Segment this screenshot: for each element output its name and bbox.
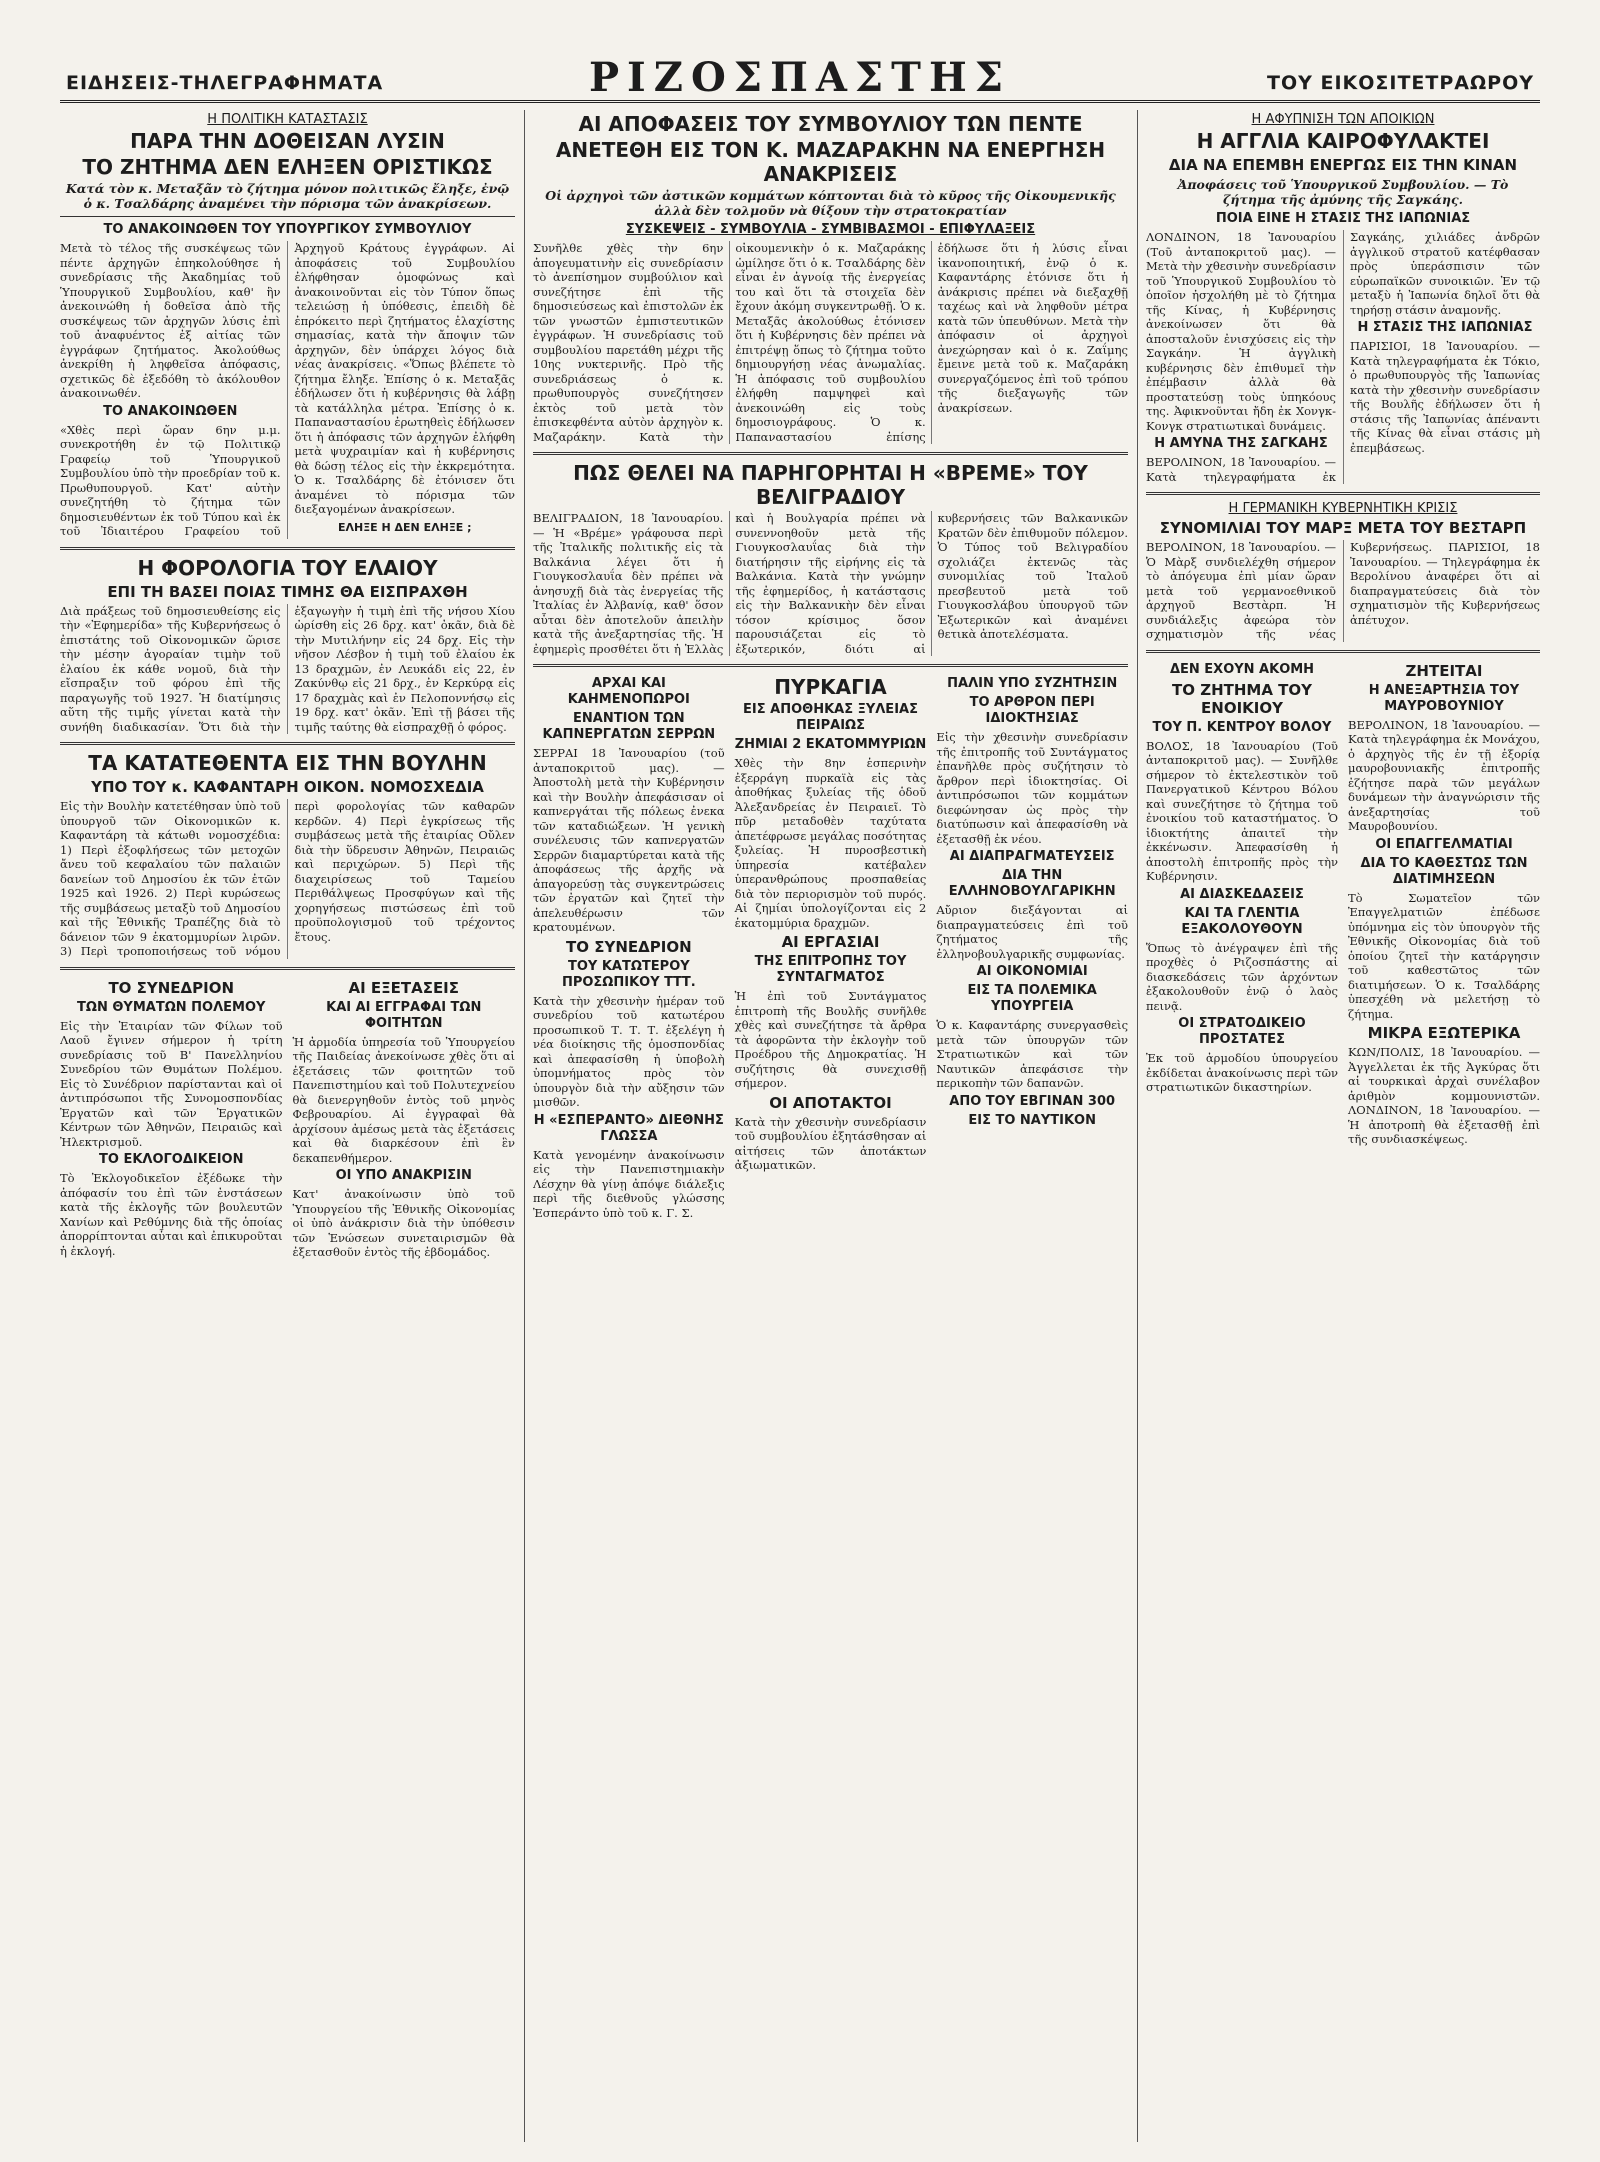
article-headline-secondary: ΔΙΑ ΝΑ ΕΠΕΜΒΗ ΕΝΕΡΓΩΣ ΕΙΣ ΤΗΝ ΚΙΝΑΝ — [1168, 156, 1518, 174]
newspaper-title: ΡΙΖΟΣΠΑΣΤΗΣ — [588, 54, 1012, 101]
article-body — [1146, 230, 1540, 484]
article-headline-secondary: ΕΝΑΝΤΙΟΝ ΤΩΝ ΚΑΠΝΕΡΓΑΤΩΝ ΣΕΡΡΩΝ — [542, 711, 716, 742]
article-subhead: ΑΙ ΕΡΓΑΣΙΑΙ — [781, 933, 880, 951]
article-headline-secondary: Η ΑΝΕΞΑΡΤΗΣΙΑ ΤΟΥ ΜΑΥΡΟΒΟΥΝΙΟΥ — [1368, 682, 1520, 714]
article-body: Εἰς τὴν χθεσινὴν συνεδρίασιν τῆς ἐπιτροπῆς τοῦ Συντάγματος ἐπανῆλθε πρὸς συζήτησιν τὸ ἄρθρον περὶ ἰδιοκτησίας. Οἱ ἀντιπρόσωποι τῶν κομμάτων διεφώνησαν ὡς πρὸς τὴν διατύπωσιν καὶ ἀπεφασίσθη νὰ ἐξετασθῇ ἐκ νέου. — [936, 730, 1128, 846]
article-body — [60, 241, 515, 539]
article-headline-secondary: ΚΑΙ ΑΙ ΕΓΓΡΑΦΑΙ ΤΩΝ ΦΟΙΤΗΤΩΝ — [326, 999, 482, 1031]
column-left — [60, 110, 515, 2142]
article-headline: Η ΑΓΓΛΙΑ ΚΑΙΡΟΦΥΛΑΚΤΕΙ — [1196, 129, 1490, 153]
article-headline: ΑΙ ΑΠΟΦΑΣΕΙΣ ΤΟΥ ΣΥΜΒΟΥΛΙΟΥ ΤΩΝ ΠΕΝΤΕ — [578, 112, 1083, 136]
column-rule — [1137, 110, 1138, 2142]
article-montenegro — [1348, 659, 1540, 1147]
article-subhead: ΤΟ ΑΝΑΚΟΙΝΩΘΕΝ — [103, 403, 238, 419]
article-headline: ΠΑΡΑ ΤΗΝ ΔΟΘΕΙΣΑΝ ΛΥΣΙΝ — [130, 129, 445, 153]
article-tobacco-workers — [533, 673, 725, 1220]
article-subhead: ΟΙ ΥΠΟ ΑΝΑΚΡΙΣΙΝ — [335, 1168, 472, 1183]
article-subhead: ΟΙ ΕΠΑΓΓΕΛΜΑΤΙΑΙ — [1375, 836, 1513, 852]
article-deck: Ἀποφάσεις τοῦ Ὑπουργικοῦ Συμβουλίου. — Τὸ ζήτημα τῆς ἀμύνης τῆς Σαγκάης. — [1177, 177, 1509, 207]
article-body: ΒΕΛΙΓΡΑΔΙΟΝ, 18 Ἰανουαρίου. — Ἡ «Βρέμε» γράφουσα περὶ τῆς Ἰταλικῆς πολιτικῆς εἰς τὰ Βαλκάνια λέγει ὅτι ἡ Γιουγκοσλαυΐα δὲν πρέπει νὰ ἀνησυχῇ διὰ τὰς ἐνεργείας τῆς Ἰταλίας ἐν Ἀλβανίᾳ, καθ' ὅσον αὗται δὲν ἀποτελοῦν ἀπειλὴν κατὰ τῆς ἀνεξαρτησίας τῆς. Ἡ ἐφημερὶς προσθέτει ὅτι ἡ Ἑλλὰς καὶ ἡ Βουλγαρία πρέπει νὰ συνεννοηθοῦν μετὰ τῆς Γιουγκοσλαυΐας διὰ τὴν διατήρησιν τῆς εἰρήνης εἰς τὰ Βαλκάνια. Κατὰ τὴν γνώμην τῆς ἐφημερίδος, ἡ κατάστασις εἰς τὴν Βαλκανικὴν δὲν εἶναι τόσον κρίσιμος ὅσον παρουσιάζεται εἰς τὸ ἐξωτερικόν, διότι αἱ κυβερνήσεις τῶν Βαλκανικῶν Κρατῶν δὲν ἐπιθυμοῦν πόλεμον. Ὁ Τύπος τοῦ Βελιγραδίου σχολιάζει ἐκτενῶς τὰς συνομιλίας τοῦ Ἰταλοῦ πρεσβευτοῦ μετὰ τοῦ Γιουγκοσλάβου ὑπουργοῦ τῶν Ἐξωτερικῶν καὶ ἀναμένει θετικὰ ἀποτελέσματα. — [533, 511, 1128, 656]
article-england-china — [1146, 112, 1540, 484]
divider — [60, 216, 515, 217]
article-headline-secondary: ΥΠΟ ΤΟΥ κ. ΚΑΦΑΝΤΑΡΗ ΟΙΚΟΝ. ΝΟΜΟΣΧΕΔΙΑ — [91, 778, 484, 796]
article-subhead: ΑΙ ΔΙΑΣΚΕΔΑΣΕΙΣ — [1180, 886, 1304, 902]
article-body: Συνῆλθε χθὲς τὴν 6ην ἀπογευματινὴν εἰς συνεδρίασιν τὸ ἀνεπίσημον συμβούλιον καὶ συνεζήτησε ἐπὶ τῆς δημοσιεύσεως καὶ ἐπιστολῶν ἐκ τῶν γνωστῶν ἐμπιστευτικῶν ἐγγράφων. Ἡ συνεδρίασις τοῦ συμβουλίου παρετάθη μέχρι τῆς 10ης νυκτερινῆς. Πρὸ τῆς συνεδριάσεως ὁ κ. πρωθυπουργὸς συνεζήτησεν ἐκτὸς τοῦ μετὰ τὸν ἐπισκεφθέντα αὐτὸν ἀρχηγὸν κ. Μαζαράκην. Κατὰ τὴν οἰκουμενικὴν ὁ κ. Μαζαράκης ὡμίλησε ὅτι ὁ κ. Τσαλδάρης δὲν εἶναι ἐν ἀγνοίᾳ τῆς ἐνεργείας του καὶ ὅτι τὰ στοιχεῖα δὲν ἔχουν ἀκόμη συγκεντρωθῇ. Ὁ κ. Μεταξᾶς ἀκολούθως ἐτόνισεν ὅτι ἡ Κυβέρνησις δὲν πρέπει νὰ ἐπιτρέψῃ ὅπως τὸ ζήτημα τοῦτο δημιουργήσῃ νέας ἀνωμαλίας. Ἡ ἀπόφασις τοῦ συμβουλίου ἐλήφθη παμψηφεὶ καὶ ἀνεκοινώθη εἰς τοὺς δημοσιογράφους. Ὁ κ. Παπαναστασίου ἐπίσης ἐδήλωσε ὅτι ἡ λύσις εἶναι ἱκανοποιητική, ἐνῷ ὁ κ. Καφαντάρης ἐτόνισε ὅτι ἡ ἀνάκρισις πρέπει νὰ διεξαχθῇ ταχέως καὶ νὰ ληφθοῦν μέτρα κατὰ τῶν ὑπευθύνων. Μετὰ τὴν ἀπόφασιν οἱ ἀρχηγοὶ ἀνεχώρησαν καὶ ὁ κ. Ζαΐμης ἔμεινε μετὰ τοῦ κ. Μαζαράκη συνεργαζόμενος ἐπὶ τοῦ τρόπου τῆς διεξαγωγῆς τῶν ἀνακρίσεων. — [533, 241, 1128, 444]
article-subhead: ΠΟΙΑ ΕΙΝΕ Η ΣΤΑΣΙΣ ΤΗΣ ΙΑΠΩΝΙΑΣ — [1215, 211, 1471, 226]
article-subhead: ΤΟ ΕΚΛΟΓΟΔΙΚΕΙΟΝ — [99, 1152, 244, 1167]
article-kicker: ΔΕΝ ΕΧΟΥΝ ΑΚΟΜΗ — [1169, 661, 1315, 677]
article-headline: ΠΥΡΚΑΓΙΑ — [774, 675, 887, 699]
article-headline: ΑΡΧΑΙ ΚΑΙ ΚΑΗΜΕΝΟΠΩΡΟΙ — [567, 676, 690, 707]
article-subhead: ΕΙΣ ΤΟ ΝΑΥΤΙΚΟΝ — [968, 1112, 1096, 1128]
article-headline: ΤΑ ΚΑΤΑΤΕΘΕΝΤΑ ΕΙΣ ΤΗΝ ΒΟΥΛΗΝ — [88, 751, 487, 775]
article-bills-parliament — [60, 751, 515, 959]
article-council-decisions — [533, 112, 1128, 444]
article-body: Κατὰ γενομένην ἀνακοίνωσιν εἰς τὴν Πανεπιστημιακὴν Λέσχην θὰ γίνῃ ἀπόψε διάλεξις περὶ τῆς διεθνοῦς γλώσσης Ἐσπεράντο ὑπὸ τοῦ κ. Γ. Σ. — [533, 1147, 725, 1220]
article-body: Εἰς τὴν Βουλὴν κατετέθησαν ὑπὸ τοῦ ὑπουργοῦ τῶν Οἰκονομικῶν κ. Καφαντάρη τὰ κάτωθι νομοσχέδια: 1) Περὶ ἐξοφλήσεως τῶν μετοχῶν ἄνευ τοῦ κεφαλαίου τῶν παλαιῶν δανείων τοῦ Δημοσίου ἐκ τῶν ἐτῶν 1925 καὶ 1926. 2) Περὶ κυρώσεως τῆς συμβάσεως μεταξὺ τοῦ Δημοσίου καὶ τῆς Ἐθνικῆς Τραπέζης διὰ τὸ δάνειον τῶν 9 ἑκατομμυρίων λιρῶν. 3) Περὶ τροποποιήσεως τοῦ νόμου περὶ φορολογίας τῶν καθαρῶν κερδῶν. 4) Περὶ ἐγκρίσεως τῆς συμβάσεως μετὰ τῆς ἑταιρίας Οὔλεν διὰ τὴν ὕδρευσιν Ἀθηνῶν, Πειραιῶς καὶ περιχώρων. 5) Περὶ τῆς διαχειρίσεως τοῦ Ταμείου Περιθάλψεως Προσφύγων καὶ τῆς χορηγήσεως πιστώσεως ἐπὶ τοῦ προϋπολογισμοῦ τοῦ τρέχοντος ἔτους. — [60, 799, 515, 958]
article-subhead: ΔΙΑ ΤΗΝ ΕΛΛΗΝΟΒΟΥΛΓΑΡΙΚΗΝ — [948, 868, 1116, 899]
article-body: ΚΩΝ/ΠΟΛΙΣ, 18 Ἰανουαρίου. — Ἀγγελλεται ἐκ τῆς Ἀγκύρας ὅτι αἱ τουρκικαὶ ἀρχαὶ συνέλαβον ἀριθμὸν κομμουνιστῶν. ΛΟΝΔΙΝΟΝ, 18 Ἰανουαρίου. — Ἡ ἀποτροπὴ θὰ ἐξετασθῇ ἐπὶ τῆς συνδιασκέψεως. — [1348, 1045, 1540, 1146]
divider — [60, 967, 515, 970]
article-body: ΒΟΛΟΣ, 18 Ἰανουαρίου (Τοῦ ἀνταποκριτοῦ μας). — Συνῆλθε σήμερον τὸ ἐκτελεστικὸν τοῦ Πανεργατικοῦ Κέντρου Βόλου καὶ συνεζήτησε τὸ ζήτημα τοῦ ἐνοικίου τοῦ καταστήματος. Ὁ ἰδιοκτήτης ἀπαιτεῖ τὴν ἐκκένωσιν. Ἀπεφασίσθη ἡ ἀποστολὴ ἐπιτροπῆς πρὸς τὴν Κυβέρνησιν. — [1146, 738, 1338, 883]
divider — [1146, 650, 1540, 653]
article-headline-secondary: ΕΠΙ ΤΗ ΒΑΣΕΙ ΠΟΙΑΣ ΤΙΜΗΣ ΘΑ ΕΙΣΠΡΑΧΘΗ — [107, 582, 468, 601]
paragraph: «Ὅπως βλέπετε τὸ ζήτημα ἔληξε. Ἐπίσης ὁ κ. Μεταξᾶς ἐδήλωσεν ὅτι ἡ κυβέρνησις θὰ λάβῃ τὰ κατάλληλα μέτρα. Ἐπίσης ὁ κ. Παπαναστασίου ἐρωτηθεὶς ἐδήλωσεν ὅτι ἡ ἀπόφασις τῶν ἀρχηγῶν ἐλήφθη μετὰ ψυχραιμίαν καὶ ἡ κυβέρνησις θὰ δώσῃ τέλος εἰς τὴν ἐκκρεμότητα. Ὁ κ. Τσαλδάρης δὲ ἐτόνισεν ὅτι ἀναμένει τὸ πόρισμα τῶν διεξαγομένων ἀνακρίσεων. — [294, 357, 515, 516]
article-body: ΣΕΡΡΑΙ 18 Ἰανουαρίου (τοῦ ἀνταποκριτοῦ μας). — Ἀποστολὴ μετὰ τὴν Κυβέρνησιν καὶ τὴν Βουλὴν ἀπεφάσισαν οἱ καπνεργάται τῆς πόλεως ἐνεκα τῶν καταδιώξεων. Ἡ γενικὴ συνέλευσις τῶν καπνεργατῶν Σερρῶν διαμαρτύρεται κατὰ τῆς ἀποφάσεως τῆς ἀρχῆς νὰ ἀπαγορεύσῃ τὰς συγκεντρώσεις τῶν ἐργατῶν καὶ ζητεῖ τὴν ἀπελευθέρωσιν τῶν κρατουμένων. — [533, 746, 725, 934]
paragraph: ΠΑΡΙΣΙΟΙ, 18 Ἰανουαρίου. — Κατὰ τηλεγραφήματα ἐκ Τόκιο, ὁ πρωθυπουργὸς τῆς Ἰαπωνίας κατὰ τὴν χθεσινὴν συνεδρίασιν τῆς Βουλῆς ἐδήλωσεν ὅτι ἡ στάσις τῆς Ἰαπωνίας ἀπέναντι τῆς Κίνας θὰ εἶναι στάσις μὴ ἐπεμβάσεως. — [1350, 339, 1540, 455]
article-subhead: ΑΙ ΟΙΚΟΝΟΜΙΑΙ — [976, 964, 1088, 979]
column-rule — [524, 110, 525, 2142]
article-body: Ὅπως τὸ ἀνέγραψεν ἐπὶ τῆς προχθὲς ὁ Ριζοσπάστης αἱ διασκεδάσεις τῶν ἀρχόντων ἐξακολουθοῦν ἐνῷ ὁ λαὸς πεινᾷ. — [1146, 940, 1338, 1013]
divider — [60, 547, 515, 550]
section-label-left: ΕΙΔΗΣΕΙΣ-ΤΗΛΕΓΡΑΦΗΜΑΤΑ — [66, 72, 384, 94]
article-body: ΒΕΡΟΛΙΝΟΝ, 18 Ἰανουαρίου. — Κατὰ τηλεγράφημα ἐκ Μονάχου, ὁ ἀρχηγὸς τῆς ἐν τῇ ἐξορίᾳ μαυροβουνιακῆς ἐπιτροπῆς ἐζήτησε παρὰ τῶν μεγάλων δυνάμεων τὴν ἀναγνώρισιν τῆς ἀνεξαρτησίας τοῦ Μαυροβουνίου. — [1348, 717, 1540, 833]
article-body: Ἡ ἐπὶ τοῦ Συντάγματος ἐπιτροπὴ τῆς Βουλῆς συνῆλθε χθὲς καὶ συνεζήτησε τὰ ἄρθρα τὰ ἀφορῶντα τὴν ἐκλογὴν τοῦ Προέδρου τῆς Δημοκρατίας. Ἡ συζήτησις θὰ συνεχισθῇ σήμερον. — [734, 989, 927, 1090]
article-body: Τὸ Ἐκλογοδικεῖον ἐξέδωκε τὴν ἀπόφασίν του ἐπὶ τῶν ἐνστάσεων κατὰ τῆς ἐκλογῆς τῶν βουλευτῶν Χανίων καὶ Ρεθύμνης διὰ τῆς ὁποίας ἀπορρίπτονται αὗται καὶ ἐπικυροῦται ἡ ἐκλογή. — [60, 1171, 283, 1258]
paragraph: Μετὰ τὸ τέλος τῆς συσκέψεως τῶν πέντε ἀρχηγῶν ἐπηκολούθησε ἡ συνεδρίασις τῆς Ἀκαδημίας τοῦ Ὑπουργικοῦ Συμβουλίου, καθ' ἣν ἀνεκοινώθη ἡ δοθεῖσα ἀπὸ τῆς συσκέψεως τῶν ἀρχηγῶν λύσις ἐπὶ τοῦ ἀναφυέντος ἐξ αἰτίας τῶν ἐγγράφων ζητήματος. Ἀκολούθως ἀνεκρίθη ἡ ληφθεῖσα ἀπόφασις, σχετικῶς δὲ ἐξεδόθη τὸ ἀκόλουθον ἀνακοινωθέν. — [60, 241, 281, 400]
article-headline-secondary: ΕΙΣ ΑΠΟΘΗΚΑΣ ΞΥΛΕΙΑΣ ΠΕΙΡΑΙΩΣ — [743, 702, 918, 733]
article-subhead: Η ΣΤΑΣΙΣ ΤΗΣ ΙΑΠΩΝΙΑΣ — [1357, 320, 1533, 335]
column-right — [1146, 110, 1540, 2142]
article-headline: ΠΩΣ ΘΕΛΕΙ ΝΑ ΠΑΡΗΓΟΡΗΤΑΙ Η «ΒΡΕΜΕ» ΤΟΥ ΒΕΛΙΓΡΑΔΙΟΥ — [573, 461, 1088, 509]
article-body: Ἐκ τοῦ ἀρμοδίου ὑπουργείου ἐκδίδεται ἀνακοίνωσις περὶ τῶν στρατιωτικῶν δικαστηρίων. — [1146, 1051, 1338, 1094]
article-subhead: ΟΙ ΣΤΡΑΤΟΔΙΚΕΙΟ ΠΡΟΣΤΑΤΕΣ — [1178, 1016, 1306, 1047]
article-headline: ΣΥΝΟΜΙΛΙΑΙ ΤΟΥ ΜΑΡΞ ΜΕΤΑ ΤΟΥ ΒΕΣΤΑΡΠ — [1159, 519, 1527, 537]
article-subhead: ΣΥΣΚΕΨΕΙΣ - ΣΥΜΒΟΥΛΙΑ - ΣΥΜΒΙΒΑΣΜΟΙ - ΕΠΙΦΥΛΑΞΕΙΣ — [625, 222, 1036, 237]
article-body: Ἡ ἀρμοδία ὑπηρεσία τοῦ Ὑπουργείου τῆς Παιδείας ἀνεκοίνωσε χθὲς ὅτι αἱ ἐξετάσεις τῶν φοιτητῶν τοῦ Πανεπιστημίου καὶ τοῦ Πολυτεχνείου θὰ διενεργηθοῦν ἐντὸς τοῦ μηνὸς Φεβρουαρίου. Αἱ ἐγγραφαὶ θὰ ἀρχίσουν ἀμέσως μετὰ τὰς ἐξετάσεις καὶ θὰ διαρκέσουν ἐπὶ ἓν δεκαπενθήμερον. — [292, 1034, 515, 1165]
article-fire-piraeus — [735, 673, 927, 1220]
article-oil-tax — [60, 556, 515, 735]
article-body: ΒΕΡΟΛΙΝΟΝ, 18 Ἰανουαρίου. — Ὁ Μὰρξ συνδιελέχθη σήμερον τὸ ἀπόγευμα ἐπὶ μίαν ὥραν μετὰ τοῦ γερμανοεθνικοῦ ἀρχηγοῦ Βεστὰρπ. Ἡ συνδιάλεξις ἀφεώρα τὸν σχηματισμὸν τῆς νέας Κυβερνήσεως. ΠΑΡΙΣΙΟΙ, 18 Ἰανουαρίου. — Τηλεγράφημα ἐκ Βερολίνου ἀναφέρει ὅτι αἱ διαπραγματεύσεις διὰ τὸν σχηματισμὸν τῆς Κυβερνήσεως ἀπέτυχον. — [1146, 540, 1540, 641]
article-headline: ΤΟ ΖΗΤΗΜΑ ΤΟΥ ΕΝΟΙΚΙΟΥ — [1171, 680, 1313, 717]
article-row — [1146, 659, 1540, 1155]
article-subhead: Η ΑΜΥΝΑ ΤΗΣ ΣΑΓΚΑΗΣ — [1154, 436, 1328, 451]
article-headline-secondary: ΤΟ ΑΡΘΡΟΝ ΠΕΡΙ ΙΔΙΟΚΤΗΣΙΑΣ — [969, 695, 1095, 726]
article-subhead: ΑΠΟ ΤΟΥ ΕΒΓΙΝΑΝ 300 — [949, 1093, 1116, 1109]
article-subhead: ΤΗΣ ΕΠΙΤΡΟΠΗΣ ΤΟΥ ΣΥΝΤΑΓΜΑΤΟΣ — [754, 954, 907, 985]
article-subhead: Η «ΕΣΠΕΡΑΝΤΟ» ΔΙΕΘΝΗΣ ΓΛΩΣΣΑ — [533, 1112, 724, 1144]
article-headline: ΤΟ ΖΗΤΗΜΑ ΔΕΝ ΕΛΗΞΕΝ ΟΡΙΣΤΙΚΩΣ — [82, 155, 493, 179]
article-body: Ὁ κ. Καφαντάρης συνεργασθεὶς μετὰ τῶν ὑπουργῶν τῶν Στρατιωτικῶν καὶ τῶν Ναυτικῶν ἀπεφάσισε τὴν περικοπὴν τῶν δαπανῶν. — [936, 1018, 1128, 1090]
article-exams — [293, 976, 516, 1260]
article-kicker: Η ΑΦΥΠΝΙΣΗ ΤΩΝ ΑΠΟΙΚΙΩΝ — [1251, 112, 1435, 127]
article-german-crisis — [1146, 501, 1540, 642]
article-volos-rent — [1146, 659, 1338, 1147]
article-headline: ΑΝΕΤΕΘΗ ΕΙΣ ΤΟΝ Κ. ΜΑΖΑΡΑΚΗΝ ΝΑ ΕΝΕΡΓΗΣΗ ΑΝΑΚΡΙΣΕΙΣ — [555, 138, 1106, 186]
article-body: Κατ' ἀνακοίνωσιν ὑπὸ τοῦ Ὑπουργείου τῆς Ἐθνικῆς Οἰκονομίας οἱ ὑπὸ ἀνάκρισιν διὰ τὴν ὑπόθεσιν τῶν Ἑνώσεων συνεταιρισμῶν θὰ ἐξετασθοῦν ἐντὸς τῆς ἑβδομάδος. — [292, 1187, 515, 1259]
divider — [533, 664, 1128, 667]
article-row — [533, 673, 1128, 1228]
article-subhead: ΚΑΙ ΤΑ ΓΛΕΝΤΙΑ ΕΞΑΚΟΛΟΥΘΟΥΝ — [1181, 905, 1303, 937]
article-war-victims-congress — [60, 976, 283, 1260]
article-kicker: Η ΓΕΡΜΑΝΙΚΗ ΚΥΒΕΡΝΗΤΙΚΗ ΚΡΙΣΙΣ — [1228, 501, 1458, 516]
article-subhead: ΜΙΚΡΑ ΕΞΩΤΕΡΙΚΑ — [1367, 1024, 1521, 1042]
article-subhead: ΕΛΗΞΕ Η ΔΕΝ ΕΛΗΞΕ ; — [337, 520, 472, 534]
article-headline-secondary: ΖΗΜΙΑΙ 2 ΕΚΑΤΟΜΜΥΡΙΩΝ — [734, 737, 927, 752]
divider — [60, 742, 515, 745]
masthead — [60, 54, 1540, 103]
article-body: Αὔριον διεξάγονται αἱ διαπραγματεύσεις ἐπὶ τοῦ ζητήματος τῆς ἑλληνοβουλγαρικῆς συμφωνίας. — [936, 903, 1128, 961]
article-belgrade-vreme — [533, 461, 1128, 656]
article-body: Κατὰ τὴν χθεσινὴν ἡμέραν τοῦ συνεδρίου τοῦ κατωτέρου προσωπικοῦ Τ. Τ. Τ. ἐξελέγη ἡ νέα διοίκησις τῆς ὁμοσπονδίας καὶ ἀπεφασίσθη ἡ ὑποβολὴ ὑπομνήματος πρὸς τὸν ὑπουργὸν διὰ τὴν αὔξησιν τῶν μισθῶν. — [533, 993, 725, 1109]
paragraph: «Χθὲς περὶ ὥραν 6ην μ.μ. συνεκροτήθη ἐν τῷ Πολιτικῷ Γραφείῳ τοῦ Ὑπουργικοῦ Συμβουλίου ὑπὸ τὴν προεδρίαν τοῦ κ. Πρωθυπουργοῦ. Κατ' αὐτὴν συνεζητήθη τὸ ζήτημα τῶν δημοσιευθέντων ἐκ τοῦ Τύπου καὶ ἐκ τοῦ Ἰδιαιτέρου Γραφείου τοῦ Ἀρχηγοῦ Κράτους ἐγγράφων. Αἱ ἀποφάσεις τοῦ Συμβουλίου ἐλήφθησαν ὁμοφώνως καὶ ἀνακοινοῦνται εἰς τὸν Τύπον ὅπως τελειώσῃ ἡ ὑπόθεσις, ἐπειδὴ δὲ ἐπρόκειτο περὶ ζητήματος ἐλαχίστης σημασίας, κατὰ τὴν ἄποψιν τῶν ἀρχηγῶν, δὲν ὑπάρχει λόγος διὰ νέας ἀνακρίσεις. — [60, 241, 515, 538]
article-subhead: ΟΙ ΑΠΟΤΑΚΤΟΙ — [769, 1093, 892, 1112]
article-subhead: ΤΟ ΣΥΝΕΔΡΙΟΝ — [566, 937, 692, 956]
article-subhead: ΤΟΥ ΚΑΤΩΤΕΡΟΥ ΠΡΟΣΩΠΙΚΟΥ ΤΤΤ. — [561, 958, 696, 990]
divider — [1146, 492, 1540, 495]
article-deck: Οἱ ἀρχηγοὶ τῶν ἀστικῶν κομμάτων κόπτονται διὰ τὸ κῦρος τῆς Οἰκουμενικῆς ἀλλὰ δὲν τολμοῦν νὰ θίξουν τὴν στρατοκρατίαν — [545, 188, 1116, 218]
article-property-clause — [936, 673, 1128, 1220]
article-headline: Η ΦΟΡΟΛΟΓΙΑ ΤΟΥ ΕΛΑΙΟΥ — [137, 555, 438, 580]
article-subhead: ΔΙΑ ΤΟ ΚΑΘΕΣΤΩΣ ΤΩΝ ΔΙΑΤΙΜΗΣΕΩΝ — [1360, 855, 1528, 887]
article-subhead: ΕΙΣ ΤΑ ΠΟΛΕΜΙΚΑ ΥΠΟΥΡΓΕΙΑ — [967, 983, 1097, 1014]
article-headline: ΑΙ ΕΞΕΤΑΣΕΙΣ — [348, 978, 460, 997]
article-political-situation — [60, 112, 515, 539]
article-subhead: ΑΙ ΔΙΑΠΡΑΓΜΑΤΕΥΣΕΙΣ — [949, 849, 1115, 864]
article-headline: ΠΑΛΙΝ ΥΠΟ ΣΥΖΗΤΗΣΙΝ — [947, 676, 1118, 691]
article-headline: ΖΗΤΕΙΤΑΙ — [1405, 661, 1483, 680]
article-body: Χθὲς τὴν 8ην ἑσπερινὴν ἐξερράγη πυρκαϊὰ εἰς τὰς ἀποθήκας ξυλείας τῆς ὁδοῦ Ἀλεξανδρείας ἐν Πειραιεῖ. Τὸ πῦρ μεταδοθὲν ταχύτατα ἀπετέφρωσε μεγάλας ποσότητας ξυλείας. Ἡ πυροσβεστικὴ ὑπηρεσία κατέβαλεν ὑπερανθρώπους προσπαθείας διὰ τὸν περιορισμὸν τοῦ πυρός. Αἱ ζημίαι ὑπολογίζονται εἰς 2 ἑκατομμύρια δραχμῶν. — [734, 756, 927, 930]
divider — [533, 452, 1128, 455]
article-headline-secondary: ΤΟΥ Π. ΚΕΝΤΡΟΥ ΒΟΛΟΥ — [1152, 719, 1332, 735]
article-body: Κατὰ τὴν χθεσινὴν συνεδρίασιν τοῦ συμβουλίου ἐξητάσθησαν αἱ αἰτήσεις τῶν ἀποτάκτων ἀξιωματικῶν. — [734, 1114, 927, 1172]
article-headline-secondary: ΤΩΝ ΘΥΜΑΤΩΝ ΠΟΛΕΜΟΥ — [77, 999, 266, 1015]
article-body: Τὸ Σωματεῖον τῶν Ἐπαγγελματιῶν ἐπέδωσε ὑπόμνημα εἰς τὸν ὑπουργὸν τῆς Ἐθνικῆς Οἰκονομίας διὰ τοῦ ὁποίου ζητεῖ τὴν κατάργησιν τοῦ καθεστῶτος τῶν διατιμήσεων. Ὁ κ. Τσαλδάρης ὑπεσχέθη νὰ μελετήσῃ τὸ ζήτημα. — [1348, 890, 1540, 1021]
article-row — [60, 976, 515, 1268]
article-deck: Κατά τὸν κ. Μεταξᾶν τὸ ζήτημα μόνον πολιτικῶς ἔληξε, ἐνῷ ὁ κ. Τσαλδάρης ἀναμένει τὴν πόρισμα τῶν ἀνακρίσεων. — [65, 181, 510, 211]
section-label-right: ΤΟΥ ΕΙΚΟΣΙΤΕΤΡΑΩΡΟΥ — [1267, 72, 1534, 94]
paragraph: ΛΟΝΔΙΝΟΝ, 18 Ἰανουαρίου (Τοῦ ἀνταποκριτοῦ μας). — Μετὰ τὴν χθεσινὴν συνεδρίασιν τοῦ Ὑπουργικοῦ Συμβουλίου τὸ ὁποῖον ἠσχολήθη μὲ τὸ ζήτημα τῆς Κίνας, ἡ Κυβέρνησις ἀνεκοίνωσεν ὅτι θὰ ἀποσταλοῦν ἐνισχύσεις εἰς τὴν Σαγκάην. Ἡ ἀγγλικὴ κυβέρνησις δὲν ἐπιθυμεῖ τὴν ἐπέμβασιν ἀλλὰ θὰ προστατεύσῃ τοὺς ὑπηκόους της. Ἀφικνοῦνται ἤδη ἐκ Χονγκ-Κονγκ στρατιωτικαὶ δυνάμεις. — [1146, 230, 1336, 433]
column-center — [533, 110, 1128, 2142]
paragraph: ΒΕΡΟΛΙΝΟΝ, 18 Ἰανουαρίου. — Κατὰ τηλεγραφήματα ἐκ Σαγκάης, χιλιάδες ἀνδρῶν ἀγγλικοῦ στρατοῦ κατέφθασαν πρὸς ὑπεράσπισιν τῶν εὐρωπαϊκῶν συνοικιῶν. Ἐν τῷ μεταξὺ ἡ Ἰαπωνία δηλοῖ ὅτι θὰ τηρήσῃ στάσιν ἀναμονῆς. — [1146, 230, 1540, 484]
article-headline: ΤΟ ΣΥΝΕΔΡΙΟΝ — [108, 978, 235, 997]
article-body: Διὰ πράξεως τοῦ δημοσιευθείσης εἰς τὴν «Ἐφημερίδα» τῆς Κυβερνήσεως ὁ ἐπιστάτης τοῦ Οἰκονομικῶν ὥρισε τὴν μέσην ἀγοραίαν τιμὴν τοῦ ἐλαίου ἐκ κάθε νομοῦ, διὰ τὴν εἴσπραξιν τοῦ φόρου ἐπὶ τῆς παραγωγῆς τοῦ 1927. Ἡ διατίμησις αὕτη τῆς τιμῆς γίνεται κατὰ τὴν συνήθη διαδικασίαν. Ὅτι διὰ τὴν ἐξαγωγὴν ἡ τιμὴ ἐπὶ τῆς νήσου Χίου ὠρίσθη εἰς 26 δρχ. κατ' ὀκᾶν, διὰ δὲ τὴν Μυτιλήνην εἰς 24 δρχ. Εἰς τὴν νῆσον Λέσβον ἡ τιμὴ τοῦ ἐλαίου ἐκ 13 δραχμῶν, ἐν Λευκάδι εἰς 22, ἐν Ζακύνθῳ εἰς 21 δρχ., ἐν Κερκύρᾳ εἰς 17 δραχμὰς καὶ ἐν Πελοποννήσῳ εἰς 19 δρχ. κατ' ὀκᾶν. Ἐπὶ τῇ βάσει τῆς τιμῆς ταύτης θὰ εἰσπραχθῇ ὁ φόρος. — [60, 603, 515, 734]
article-kicker: Η ΠΟΛΙΤΙΚΗ ΚΑΤΑΣΤΑΣΙΣ — [207, 112, 368, 127]
article-body: Εἰς τὴν Ἑταιρίαν τῶν Φίλων τοῦ Λαοῦ ἔγινεν σήμερον ἡ τρίτη συνεδρίασις τοῦ Β' Πανελληνίου Συνεδρίου τῶν Θυμάτων Πολέμου. Εἰς τὸ Συνέδριον παρίστανται καὶ οἱ ἀντιπρόσωποι τῆς Συνομοσπονδίας Ἐργατῶν καὶ τῶν Ἐργατικῶν Κέντρων τῶν Ἀθηνῶν, Πειραιῶς καὶ Ἠλεκτρισμοῦ. — [60, 1018, 283, 1149]
article-subhead: ΤΟ ΑΝΑΚΟΙΝΩΘΕΝ ΤΟΥ ΥΠΟΥΡΓΙΚΟΥ ΣΥΜΒΟΥΛΙΟΥ — [103, 222, 472, 237]
